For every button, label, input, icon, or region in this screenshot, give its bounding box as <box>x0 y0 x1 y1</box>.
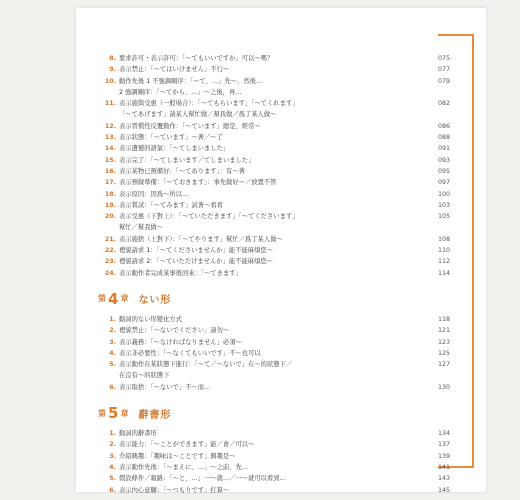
toc-entry <box>98 132 450 143</box>
entry-title: 表示動作先後：「〜まえに、…」〜之前，先… <box>119 463 249 471</box>
entry-title: 介紹興趣：「趣味は〜ことです」興趣是〜 <box>119 452 236 460</box>
toc-entry <box>98 314 450 325</box>
toc-section-chapter3 <box>98 53 450 279</box>
entry-title: 表示非必要性：「〜なくてもいいです」不〜也可以 <box>119 349 261 357</box>
table-of-contents <box>98 53 450 496</box>
chapter-number: 5 <box>108 404 119 423</box>
entry-page-number: 112 <box>437 258 450 266</box>
entry-number: 12. <box>104 122 116 130</box>
entry-page-number: 079 <box>437 77 450 85</box>
entry-number: 13. <box>104 134 116 142</box>
entry-title: 表示禁止：「〜てはいけません」不行〜 <box>119 66 230 74</box>
entry-title: 表示能力：「〜ことができます」能／會／可以〜 <box>119 441 255 449</box>
chapter-suffix: 章 <box>120 408 129 418</box>
entry-title: 表示完了：「〜てしまいます／てしまいました」 <box>119 156 255 164</box>
entry-title: 動作先後 1 不強調順序：「〜て、…」先〜，然後… <box>119 77 263 85</box>
entry-page-number: 137 <box>437 441 450 449</box>
entry-title: 表示原因：因爲〜所以… <box>119 190 189 198</box>
entry-page-number: 077 <box>437 66 450 74</box>
entry-page-number: 130 <box>437 383 450 391</box>
entry-page-number: 123 <box>437 338 450 346</box>
entry-title: 表示動作在某狀態下進行：「〜て／〜ないで」在〜的狀態下／ <box>119 361 293 369</box>
toc-entry <box>98 234 450 245</box>
toc-entry <box>98 462 450 473</box>
entry-title: 表示習慣性反覆動作：「〜ています」總是、經常〜 <box>119 122 261 130</box>
entry-page-number: 075 <box>437 55 450 62</box>
entry-number: 18. <box>104 190 116 198</box>
entry-title: 動詞的辭書形 <box>119 430 157 438</box>
toc-entry <box>98 189 450 200</box>
entry-title: 2 強調順序：「〜てから、…」〜之後，再… <box>119 88 242 96</box>
toc-entry-continuation <box>98 222 450 233</box>
entry-page-number: 110 <box>437 247 450 255</box>
entry-number: 19. <box>104 201 116 209</box>
entry-number: 6. <box>109 383 116 391</box>
entry-number: 1. <box>109 315 116 323</box>
entry-number: 3. <box>109 338 116 346</box>
entry-number: 2. <box>109 441 116 449</box>
toc-entry <box>98 200 450 211</box>
toc-entry-continuation <box>98 370 450 381</box>
entry-page-number: 086 <box>437 122 450 130</box>
toc-entry <box>98 245 450 256</box>
toc-entry <box>98 256 450 267</box>
entry-title: 表示取捨：「〜ないで」不〜而… <box>119 383 211 391</box>
entry-page-number: 097 <box>437 179 450 187</box>
entry-title: 表示施捨（上對下）：「〜てやります」幫忙／爲了某人做〜 <box>119 235 283 243</box>
entry-page-number: 121 <box>437 327 450 335</box>
chapter-title: 辭書形 <box>138 409 172 421</box>
entry-number: 4. <box>109 349 116 357</box>
entry-page-number: 105 <box>437 213 450 221</box>
toc-entry <box>98 451 450 462</box>
toc-entry <box>98 348 450 359</box>
toc-entry <box>98 53 450 64</box>
entry-page-number: 088 <box>437 134 450 142</box>
toc-entry-continuation <box>98 87 450 98</box>
entry-page-number: 108 <box>437 235 450 243</box>
chapter-prefix: 第 <box>98 408 106 418</box>
entry-page-number: 145 <box>437 486 450 494</box>
entry-page-number: 143 <box>437 475 450 483</box>
entry-number: 1. <box>109 430 116 438</box>
entry-number: 6. <box>109 486 116 494</box>
entry-title: 表示內心意願：「〜つもりです」打算〜 <box>119 486 230 494</box>
entry-number: 17. <box>104 179 116 187</box>
toc-entry <box>98 98 450 109</box>
entry-page-number: 139 <box>437 452 450 460</box>
chapter-suffix: 章 <box>120 294 129 304</box>
entry-page-number: 100 <box>437 190 450 198</box>
toc-entry <box>98 359 450 370</box>
entry-number: 15. <box>104 156 116 164</box>
toc-entry <box>98 166 450 177</box>
chapter-prefix: 第 <box>98 294 106 304</box>
entry-title: 禮貌請求 1：「〜てくださいませんか」能不能麻煩您〜 <box>119 247 273 255</box>
entry-page-number: 091 <box>437 145 450 153</box>
entry-page-number: 118 <box>437 315 450 323</box>
entry-number: 9. <box>109 66 116 74</box>
entry-number: 2. <box>109 327 116 335</box>
toc-entry <box>98 211 450 222</box>
entry-title: 表示嘗試：「〜てみます」試著〜看看 <box>119 201 223 209</box>
entry-page-number: 093 <box>437 156 450 164</box>
entry-number: 8. <box>109 55 116 62</box>
toc-entry <box>98 382 450 393</box>
toc-entry <box>98 337 450 348</box>
entry-number: 22. <box>104 247 116 255</box>
toc-entry <box>98 268 450 279</box>
toc-entry <box>98 485 450 496</box>
entry-title: 幫忙／幫我做〜 <box>119 224 164 232</box>
entry-page-number: 141 <box>437 463 450 471</box>
entry-title: 表示受惠（下對上）：「〜ていただきます」「〜てくださいます」 <box>119 213 299 221</box>
orange-page-border <box>466 8 486 492</box>
toc-entry-continuation <box>98 109 450 120</box>
entry-page-number: 127 <box>437 361 450 369</box>
toc-entry <box>98 155 450 166</box>
toc-entry <box>98 428 450 439</box>
entry-number: 24. <box>104 269 116 277</box>
entry-page-number: 103 <box>437 201 450 209</box>
entry-page-number: 125 <box>437 349 450 357</box>
entry-title: 要求許可・表示許可：「〜てもいいですか」可以〜嗎？ <box>119 55 274 62</box>
entry-title: 表示預做準備：「〜ておきます」：事先做好〜／放置不管 <box>119 179 277 187</box>
toc-entry <box>98 64 450 75</box>
entry-number: 11. <box>104 100 116 108</box>
toc-entry <box>98 121 450 132</box>
entry-page-number: 134 <box>437 430 450 438</box>
entry-number: 20. <box>104 213 116 221</box>
toc-entry <box>98 439 450 450</box>
entry-title: 假設條件／報路：「〜と、…」一〜就…／一〜就可以看到… <box>119 475 286 483</box>
entry-title: 在沒有〜的狀態下 <box>119 372 170 380</box>
entry-number: 4. <box>109 463 116 471</box>
entry-title: 表示施與受惠（一般場合）：「〜てもらいます」「〜てくれます」 <box>119 100 299 108</box>
toc-entry <box>98 143 450 154</box>
toc-entry <box>98 325 450 336</box>
chapter-heading-5 <box>98 402 450 424</box>
toc-section-chapter5 <box>98 428 450 496</box>
entry-number: 5. <box>109 361 116 369</box>
entry-title: 禮貌禁止：「〜ないでください」請勿〜 <box>119 327 230 335</box>
toc-entry <box>98 177 450 188</box>
entry-number: 23. <box>104 258 116 266</box>
entry-number: 5. <box>109 475 116 483</box>
entry-number: 3. <box>109 452 116 460</box>
entry-number: 16. <box>104 167 116 175</box>
toc-entry <box>98 473 450 484</box>
entry-page-number: 095 <box>437 167 450 175</box>
entry-title: 表示動作者完成某事後回來：「〜てきます」 <box>119 269 242 277</box>
entry-number: 10. <box>104 77 116 85</box>
book-page <box>76 8 486 492</box>
entry-title: 「〜てあげます」請某人幫忙做／幫我做／爲了某人做〜 <box>119 111 277 119</box>
entry-title: 動詞的ない形變化方式 <box>119 315 182 323</box>
entry-number: 21. <box>104 235 116 243</box>
entry-page-number: 082 <box>437 100 450 108</box>
chapter-heading-4 <box>98 288 450 310</box>
entry-page-number: 114 <box>437 269 450 277</box>
entry-title: 表示義務：「〜なければなりません」必須〜 <box>119 338 242 346</box>
entry-title: 表示某物已預備好：「〜てあります」：有〜著 <box>119 167 245 175</box>
entry-title: 表示遺憾的語氣：「〜てしまいました」 <box>119 145 230 153</box>
toc-section-chapter4 <box>98 314 450 393</box>
chapter-number: 4 <box>108 289 119 308</box>
entry-title: 表示狀態：「〜ています」〜著／〜了 <box>119 134 223 142</box>
chapter-title: ない形 <box>138 295 172 307</box>
toc-entry <box>98 76 450 87</box>
entry-number: 14. <box>104 145 116 153</box>
entry-title: 禮貌請求 2：「〜ていただけませんか」能不能麻煩您〜 <box>119 258 273 266</box>
